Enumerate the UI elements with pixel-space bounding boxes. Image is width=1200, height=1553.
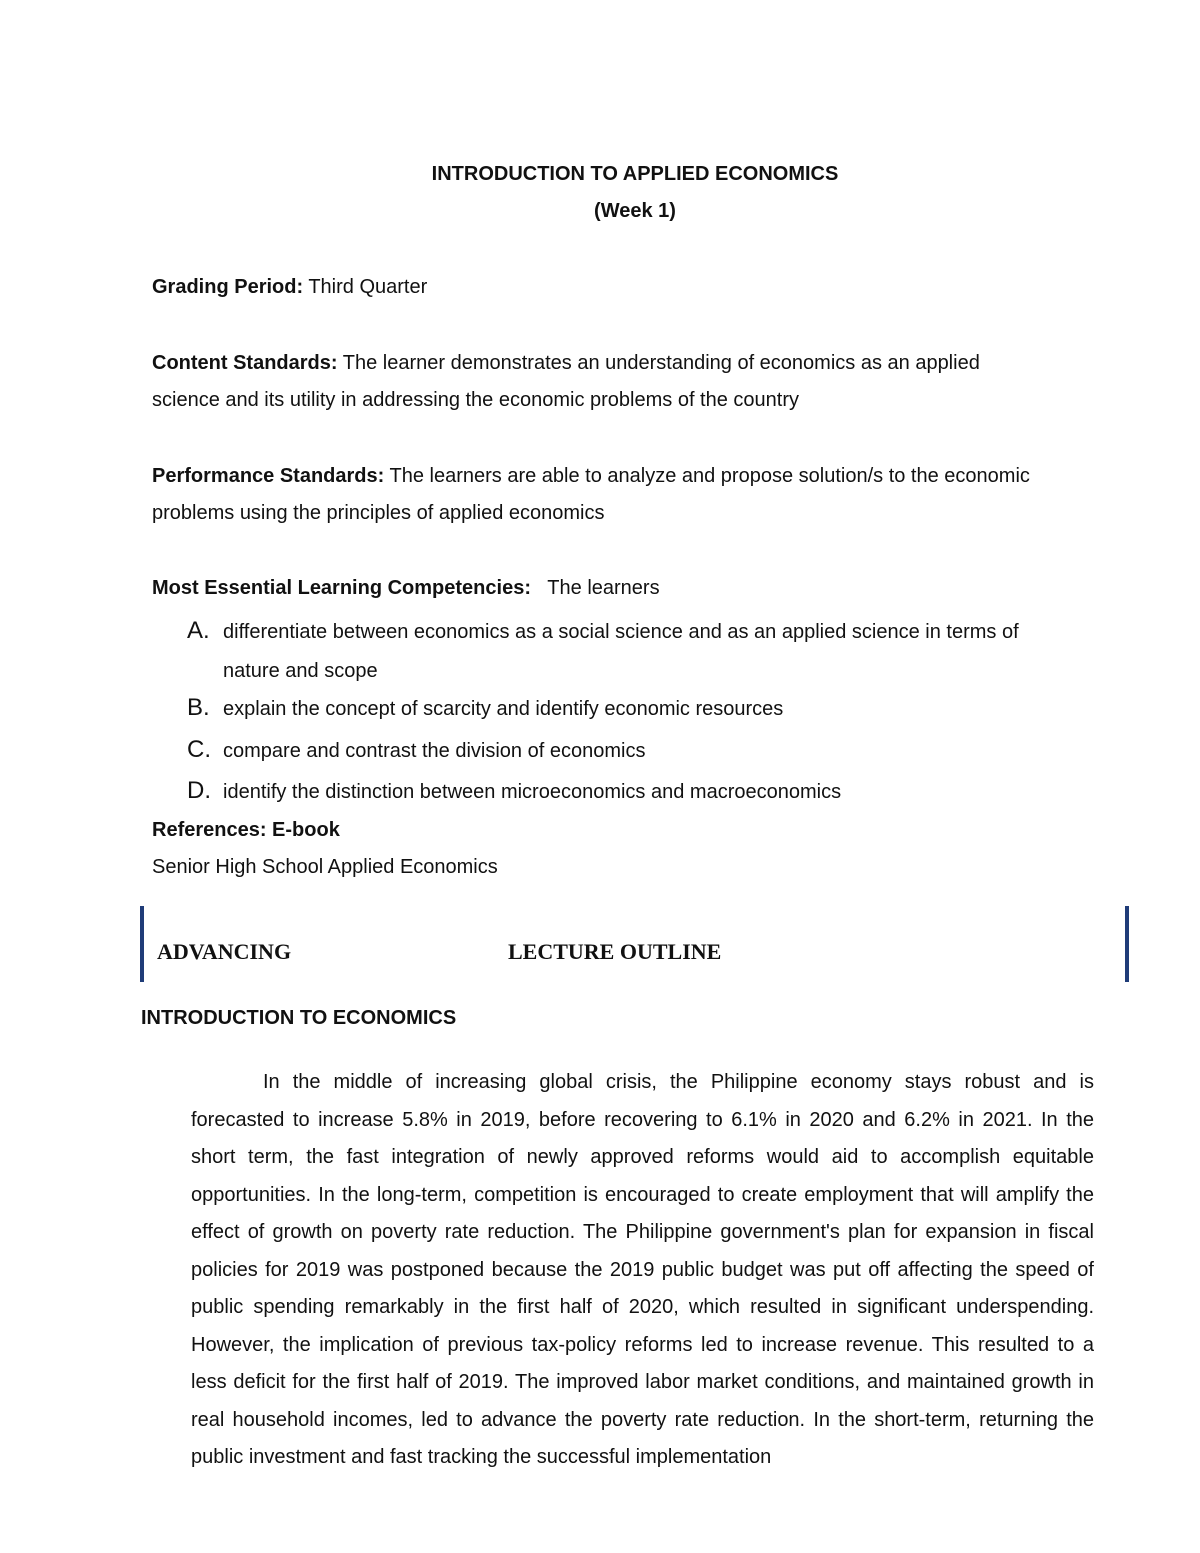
section-right-bar — [1125, 906, 1129, 982]
body-line: effect of growth on poverty rate reduction. The Philippine government's plan for expansion in fiscal — [191, 1221, 1094, 1243]
competency-item — [187, 777, 1137, 811]
performance-standards-text-2: problems using the principles of applied economics — [152, 502, 605, 524]
page-subtitle: (Week 1) — [594, 200, 676, 222]
competency-text-continued: nature and scope — [223, 660, 378, 682]
competency-letter: D. — [187, 777, 211, 804]
competency-letter: C. — [187, 736, 211, 763]
body-line: policies for 2019 was postponed because the 2019 public budget was put off affecting the speed of — [191, 1258, 1094, 1281]
competency-item — [187, 694, 1137, 728]
body-line: opportunities. In the long-term, competition is encouraged to create employment that will amplify the — [191, 1183, 1094, 1206]
body-line: public spending remarkably in the first half of 2020, which resulted in significant underspending. — [191, 1296, 1094, 1318]
content-standards-text-1: The learner demonstrates an understanding of economics as an applied — [337, 352, 980, 374]
grading-period-label: Grading Period: — [152, 276, 304, 298]
body-line: In the middle of increasing global crisis, the Philippine economy stays robust and is — [263, 1071, 1094, 1093]
performance-standards-text-1: The learners are able to analyze and propose solution/s to the economic — [384, 465, 1030, 487]
competency-text: explain the concept of scarcity and identify economic resources — [223, 698, 784, 720]
body-line: public investment and fast tracking the successful implementation — [191, 1446, 772, 1468]
competency-item — [187, 736, 1137, 770]
grading-period — [152, 276, 427, 299]
competency-letter: A. — [187, 617, 210, 644]
performance-standards-label: Performance Standards: — [152, 465, 385, 487]
melc-value: The learners — [530, 577, 660, 599]
body-line: less deficit for the first half of 2019. The improved labor market conditions, and maintained growth in — [191, 1371, 1094, 1393]
melc-label: Most Essential Learning Competencies: — [152, 577, 531, 599]
body-line: real household incomes, led to advance the poverty rate reduction. In the short-term, returning the — [191, 1408, 1094, 1431]
references-label: References: E-book — [152, 819, 340, 841]
performance-standards — [152, 465, 1030, 488]
grading-period-value: Third Quarter — [303, 276, 428, 298]
body-line: forecasted to increase 5.8% in 2019, before recovering to 6.1% in 2020 and 6.2% in 2021. In the — [191, 1108, 1094, 1131]
page-title: INTRODUCTION TO APPLIED ECONOMICS — [431, 163, 839, 185]
competency-text: identify the distinction between microeconomics and macroeconomics — [223, 781, 842, 803]
references-value: Senior High School Applied Economics — [152, 856, 498, 878]
body-line: However, the implication of previous tax-policy reforms led to increase revenue. This resulted to a — [191, 1333, 1094, 1356]
section-header-lecture-outline: LECTURE OUTLINE — [508, 939, 722, 964]
section-title: INTRODUCTION TO ECONOMICS — [141, 1007, 457, 1029]
competency-text: differentiate between economics as a social science and as an applied science in terms of — [223, 621, 1019, 643]
competency-item — [187, 617, 1137, 651]
melc — [152, 577, 660, 600]
body-paragraph — [191, 1064, 1094, 1477]
competency-letter: B. — [187, 694, 210, 721]
content-standards-label: Content Standards: — [152, 352, 338, 374]
section-left-bar — [140, 906, 144, 982]
competency-text: compare and contrast the division of economics — [223, 740, 646, 762]
content-standards — [152, 352, 980, 375]
body-line: short term, the fast integration of newly approved reforms would aid to accomplish equitable — [191, 1146, 1094, 1168]
section-header-advancing: ADVANCING — [157, 939, 292, 964]
content-standards-text-2: science and its utility in addressing the economic problems of the country — [152, 389, 800, 411]
